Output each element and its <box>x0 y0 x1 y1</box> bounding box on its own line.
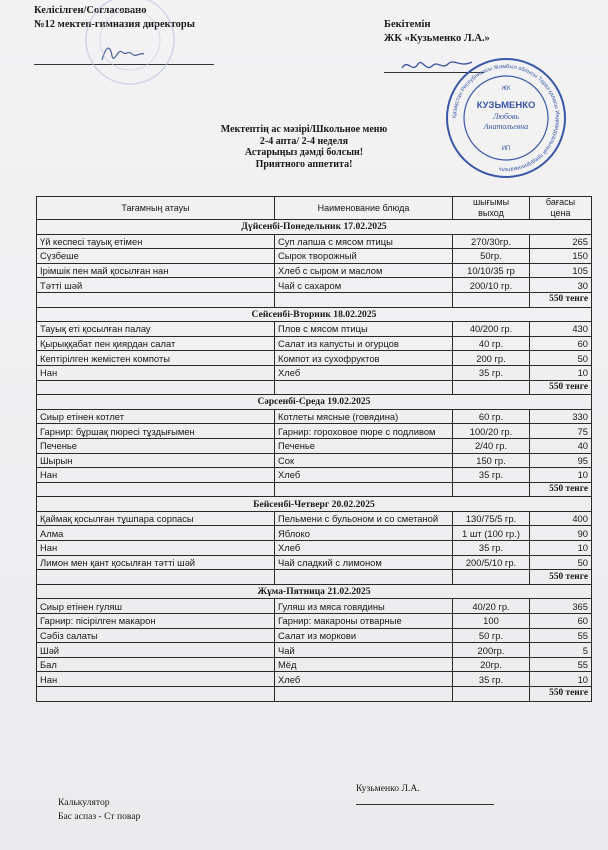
dish-name-ru: Мёд <box>275 657 453 672</box>
dish-price: 330 <box>530 409 592 424</box>
menu-item-row <box>37 351 592 366</box>
stamp-jk: ЖК <box>501 86 511 92</box>
day-title: Сейсенбі-Вторник 18.02.2025 <box>37 307 592 322</box>
menu-item-row <box>37 453 592 468</box>
dish-name-kz: Қырыққабат пен қиярдан салат <box>37 336 275 351</box>
dish-name-ru: Котлеты мясные (говядина) <box>275 409 453 424</box>
dish-price: 60 <box>530 336 592 351</box>
dish-name-kz: Қаймақ қосылған тұшпара сорпасы <box>37 511 275 526</box>
day-header-row <box>37 497 592 512</box>
empty-cell <box>37 380 275 395</box>
header-qty <box>453 197 530 220</box>
dish-price: 10 <box>530 365 592 380</box>
header-price <box>530 197 592 220</box>
faded-stamp-left <box>70 0 190 100</box>
menu-title-line3: Астарыңыз дәмді болсын! <box>244 147 364 158</box>
dish-name-ru: Сок <box>275 453 453 468</box>
menu-title-line2: 2-4 апта/ 2-4 неделя <box>259 135 349 147</box>
menu-item-row <box>37 555 592 570</box>
menu-item-row <box>37 672 592 687</box>
day-total-row <box>37 570 592 585</box>
day-total-row <box>37 292 592 307</box>
dish-name-ru: Яблоко <box>275 526 453 541</box>
menu-table-header <box>37 197 592 220</box>
dish-name-ru: Хлеб <box>275 672 453 687</box>
day-total-row <box>37 482 592 497</box>
dish-name-ru: Хлеб с сыром и маслом <box>275 263 453 278</box>
dish-price: 400 <box>530 511 592 526</box>
menu-item-row <box>37 526 592 541</box>
dish-price: 10 <box>530 541 592 556</box>
dish-name-kz: Лимон мен қант қосылған тәтті шәй <box>37 555 275 570</box>
dish-qty: 40/20 гр. <box>453 599 530 614</box>
dish-price: 10 <box>530 468 592 483</box>
menu-item-row <box>37 234 592 249</box>
empty-cell <box>453 380 530 395</box>
header-qty-kz: шығымы <box>472 197 510 207</box>
menu-item-row <box>37 599 592 614</box>
empty-cell <box>453 687 530 702</box>
menu-item-row <box>37 438 592 453</box>
day-title: Сәрсенбі-Среда 19.02.2025 <box>37 395 592 410</box>
header-name-kz: Тағамның атауы <box>37 197 275 220</box>
dish-name-kz: Нан <box>37 365 275 380</box>
approval-right-line1: Бекітемін <box>384 19 431 30</box>
day-title: Жұма-Пятница 21.02.2025 <box>37 584 592 599</box>
empty-cell <box>275 380 453 395</box>
dish-qty: 40/200 гр. <box>453 322 530 337</box>
stamp-name1: КУЗЬМЕНКО <box>476 100 536 111</box>
dish-name-ru: Хлеб <box>275 365 453 380</box>
dish-qty: 200/5/10 гр. <box>453 555 530 570</box>
dish-qty: 200/10 гр. <box>453 278 530 293</box>
dish-name-kz: Нан <box>37 468 275 483</box>
dish-price: 95 <box>530 453 592 468</box>
dish-name-kz: Печенье <box>37 438 275 453</box>
dish-name-ru: Гарнир: макароны отварные <box>275 614 453 629</box>
dish-name-ru: Компот из сухофруктов <box>275 351 453 366</box>
dish-name-ru: Салат из капусты и огурцов <box>275 336 453 351</box>
empty-cell <box>275 687 453 702</box>
stamp-name3: Анатольевна <box>483 122 529 131</box>
menu-title-line4: Приятного аппетита! <box>255 158 353 170</box>
menu-table <box>36 196 592 702</box>
dish-name-ru: Пельмени с бульоном и со сметаной <box>275 511 453 526</box>
dish-qty: 35 гр. <box>453 468 530 483</box>
dish-name-kz: Тәтті шәй <box>37 278 275 293</box>
dish-name-kz: Сиыр етінен гуляш <box>37 599 275 614</box>
empty-cell <box>453 482 530 497</box>
day-header-row <box>37 395 592 410</box>
menu-title-line1: Мектептің ас мәзірі/Школьное меню <box>220 124 388 135</box>
approval-left-line1: Келісілген/Согласовано <box>34 5 147 16</box>
dish-name-ru: Хлеб <box>275 541 453 556</box>
menu-item-row <box>37 278 592 293</box>
day-header-row <box>37 220 592 235</box>
dish-name-kz: Сүзбеше <box>37 249 275 264</box>
dish-qty: 1 шт (100 гр.) <box>453 526 530 541</box>
day-header-row <box>37 307 592 322</box>
dish-qty: 200гр. <box>453 643 530 658</box>
dish-price: 55 <box>530 657 592 672</box>
dish-name-kz: Тауық еті қосылған палау <box>37 322 275 337</box>
menu-item-row <box>37 322 592 337</box>
footer-signature-line <box>356 804 494 805</box>
dish-name-kz: Ірімшік пен май қосылған нан <box>37 263 275 278</box>
dish-name-ru: Суп лапша с мясом птицы <box>275 234 453 249</box>
empty-cell <box>37 687 275 702</box>
empty-cell <box>275 482 453 497</box>
footer-left-line2: Бас аспаз - Ст повар <box>58 811 141 822</box>
menu-item-row <box>37 643 592 658</box>
menu-item-row <box>37 468 592 483</box>
dish-qty: 200 гр. <box>453 351 530 366</box>
dish-price: 365 <box>530 599 592 614</box>
dish-price: 150 <box>530 249 592 264</box>
empty-cell <box>453 292 530 307</box>
dish-qty: 20гр. <box>453 657 530 672</box>
dish-name-kz: Кептірілген жемістен компоты <box>37 351 275 366</box>
dish-price: 265 <box>530 234 592 249</box>
dish-name-ru: Хлеб <box>275 468 453 483</box>
dish-qty: 35 гр. <box>453 672 530 687</box>
header-price-kz: бағасы <box>545 197 576 207</box>
dish-name-ru: Печенье <box>275 438 453 453</box>
dish-price: 60 <box>530 614 592 629</box>
dish-qty: 40 гр. <box>453 336 530 351</box>
dish-price: 10 <box>530 672 592 687</box>
dish-price: 105 <box>530 263 592 278</box>
day-total: 550 тенге <box>530 292 592 307</box>
empty-cell <box>275 570 453 585</box>
dish-name-ru: Чай с сахаром <box>275 278 453 293</box>
dish-name-ru: Сырок творожный <box>275 249 453 264</box>
dish-price: 50 <box>530 351 592 366</box>
empty-cell <box>275 292 453 307</box>
menu-item-row <box>37 614 592 629</box>
empty-cell <box>37 292 275 307</box>
dish-name-kz: Алма <box>37 526 275 541</box>
dish-name-ru: Гуляш из мяса говядины <box>275 599 453 614</box>
dish-qty: 150 гр. <box>453 453 530 468</box>
menu-item-row <box>37 409 592 424</box>
day-title: Бейсенбі-Четверг 20.02.2025 <box>37 497 592 512</box>
menu-item-row <box>37 263 592 278</box>
empty-cell <box>453 570 530 585</box>
dish-qty: 100/20 гр. <box>453 424 530 439</box>
dish-name-ru: Гарнир: гороховое пюре с подливом <box>275 424 453 439</box>
menu-item-row <box>37 336 592 351</box>
footer-left-line1: Калькулятор <box>58 797 110 808</box>
dish-qty: 270/30гр. <box>453 234 530 249</box>
dish-qty: 100 <box>453 614 530 629</box>
day-total: 550 тенге <box>530 570 592 585</box>
day-total: 550 тенге <box>530 687 592 702</box>
header-qty-ru: выход <box>478 208 504 218</box>
header-price-ru: цена <box>550 208 571 218</box>
day-total: 550 тенге <box>530 482 592 497</box>
dish-name-ru: Чай сладкий с лимоном <box>275 555 453 570</box>
dish-name-kz: Гарнир: пісірілген макарон <box>37 614 275 629</box>
empty-cell <box>37 570 275 585</box>
stamp-ring-text: Қазақстан Республикасы Жамбыл облысы Тараз қаласы Индивидуальный предприниматель <box>451 63 561 173</box>
dish-qty: 60 гр. <box>453 409 530 424</box>
menu-item-row <box>37 628 592 643</box>
dish-name-kz: Бал <box>37 657 275 672</box>
dish-price: 75 <box>530 424 592 439</box>
day-total-row <box>37 687 592 702</box>
dish-qty: 50гр. <box>453 249 530 264</box>
dish-qty: 10/10/35 гр <box>453 263 530 278</box>
header-name-ru: Наименование блюда <box>275 197 453 220</box>
menu-item-row <box>37 365 592 380</box>
menu-item-row <box>37 541 592 556</box>
dish-price: 50 <box>530 555 592 570</box>
day-title: Дүйсенбі-Понедельник 17.02.2025 <box>37 220 592 235</box>
dish-name-kz: Нан <box>37 672 275 687</box>
dish-name-kz: Нан <box>37 541 275 556</box>
stamp-ip: ИП <box>501 146 511 152</box>
dish-qty: 35 гр. <box>453 365 530 380</box>
dish-qty: 35 гр. <box>453 541 530 556</box>
dish-name-kz: Үй кеспесі тауық етімен <box>37 234 275 249</box>
empty-cell <box>37 482 275 497</box>
footer-right-name: Кузьменко Л.А. <box>356 783 420 794</box>
day-header-row <box>37 584 592 599</box>
menu-item-row <box>37 511 592 526</box>
day-total-row <box>37 380 592 395</box>
menu-item-row <box>37 249 592 264</box>
dish-price: 90 <box>530 526 592 541</box>
dish-price: 40 <box>530 438 592 453</box>
menu-item-row <box>37 424 592 439</box>
dish-name-ru: Чай <box>275 643 453 658</box>
dish-price: 55 <box>530 628 592 643</box>
dish-qty: 2/40 гр. <box>453 438 530 453</box>
dish-price: 5 <box>530 643 592 658</box>
dish-price: 30 <box>530 278 592 293</box>
stamp-name2: Любовь <box>493 112 519 121</box>
dish-name-kz: Шырын <box>37 453 275 468</box>
day-total: 550 тенге <box>530 380 592 395</box>
dish-name-kz: Шәй <box>37 643 275 658</box>
dish-name-ru: Плов с мясом птицы <box>275 322 453 337</box>
dish-qty: 130/75/5 гр. <box>453 511 530 526</box>
dish-name-kz: Гарнир: бұршақ пюресі тұздығымен <box>37 424 275 439</box>
approval-left-line2: №12 мектеп-гимназия директоры <box>34 19 195 30</box>
dish-price: 430 <box>530 322 592 337</box>
dish-name-kz: Сәбіз салаты <box>37 628 275 643</box>
approval-right-line2: ЖК «Кузьменко Л.А.» <box>384 33 490 44</box>
menu-item-row <box>37 657 592 672</box>
dish-qty: 50 гр. <box>453 628 530 643</box>
dish-name-ru: Салат из моркови <box>275 628 453 643</box>
dish-name-kz: Сиыр етінен котлет <box>37 409 275 424</box>
